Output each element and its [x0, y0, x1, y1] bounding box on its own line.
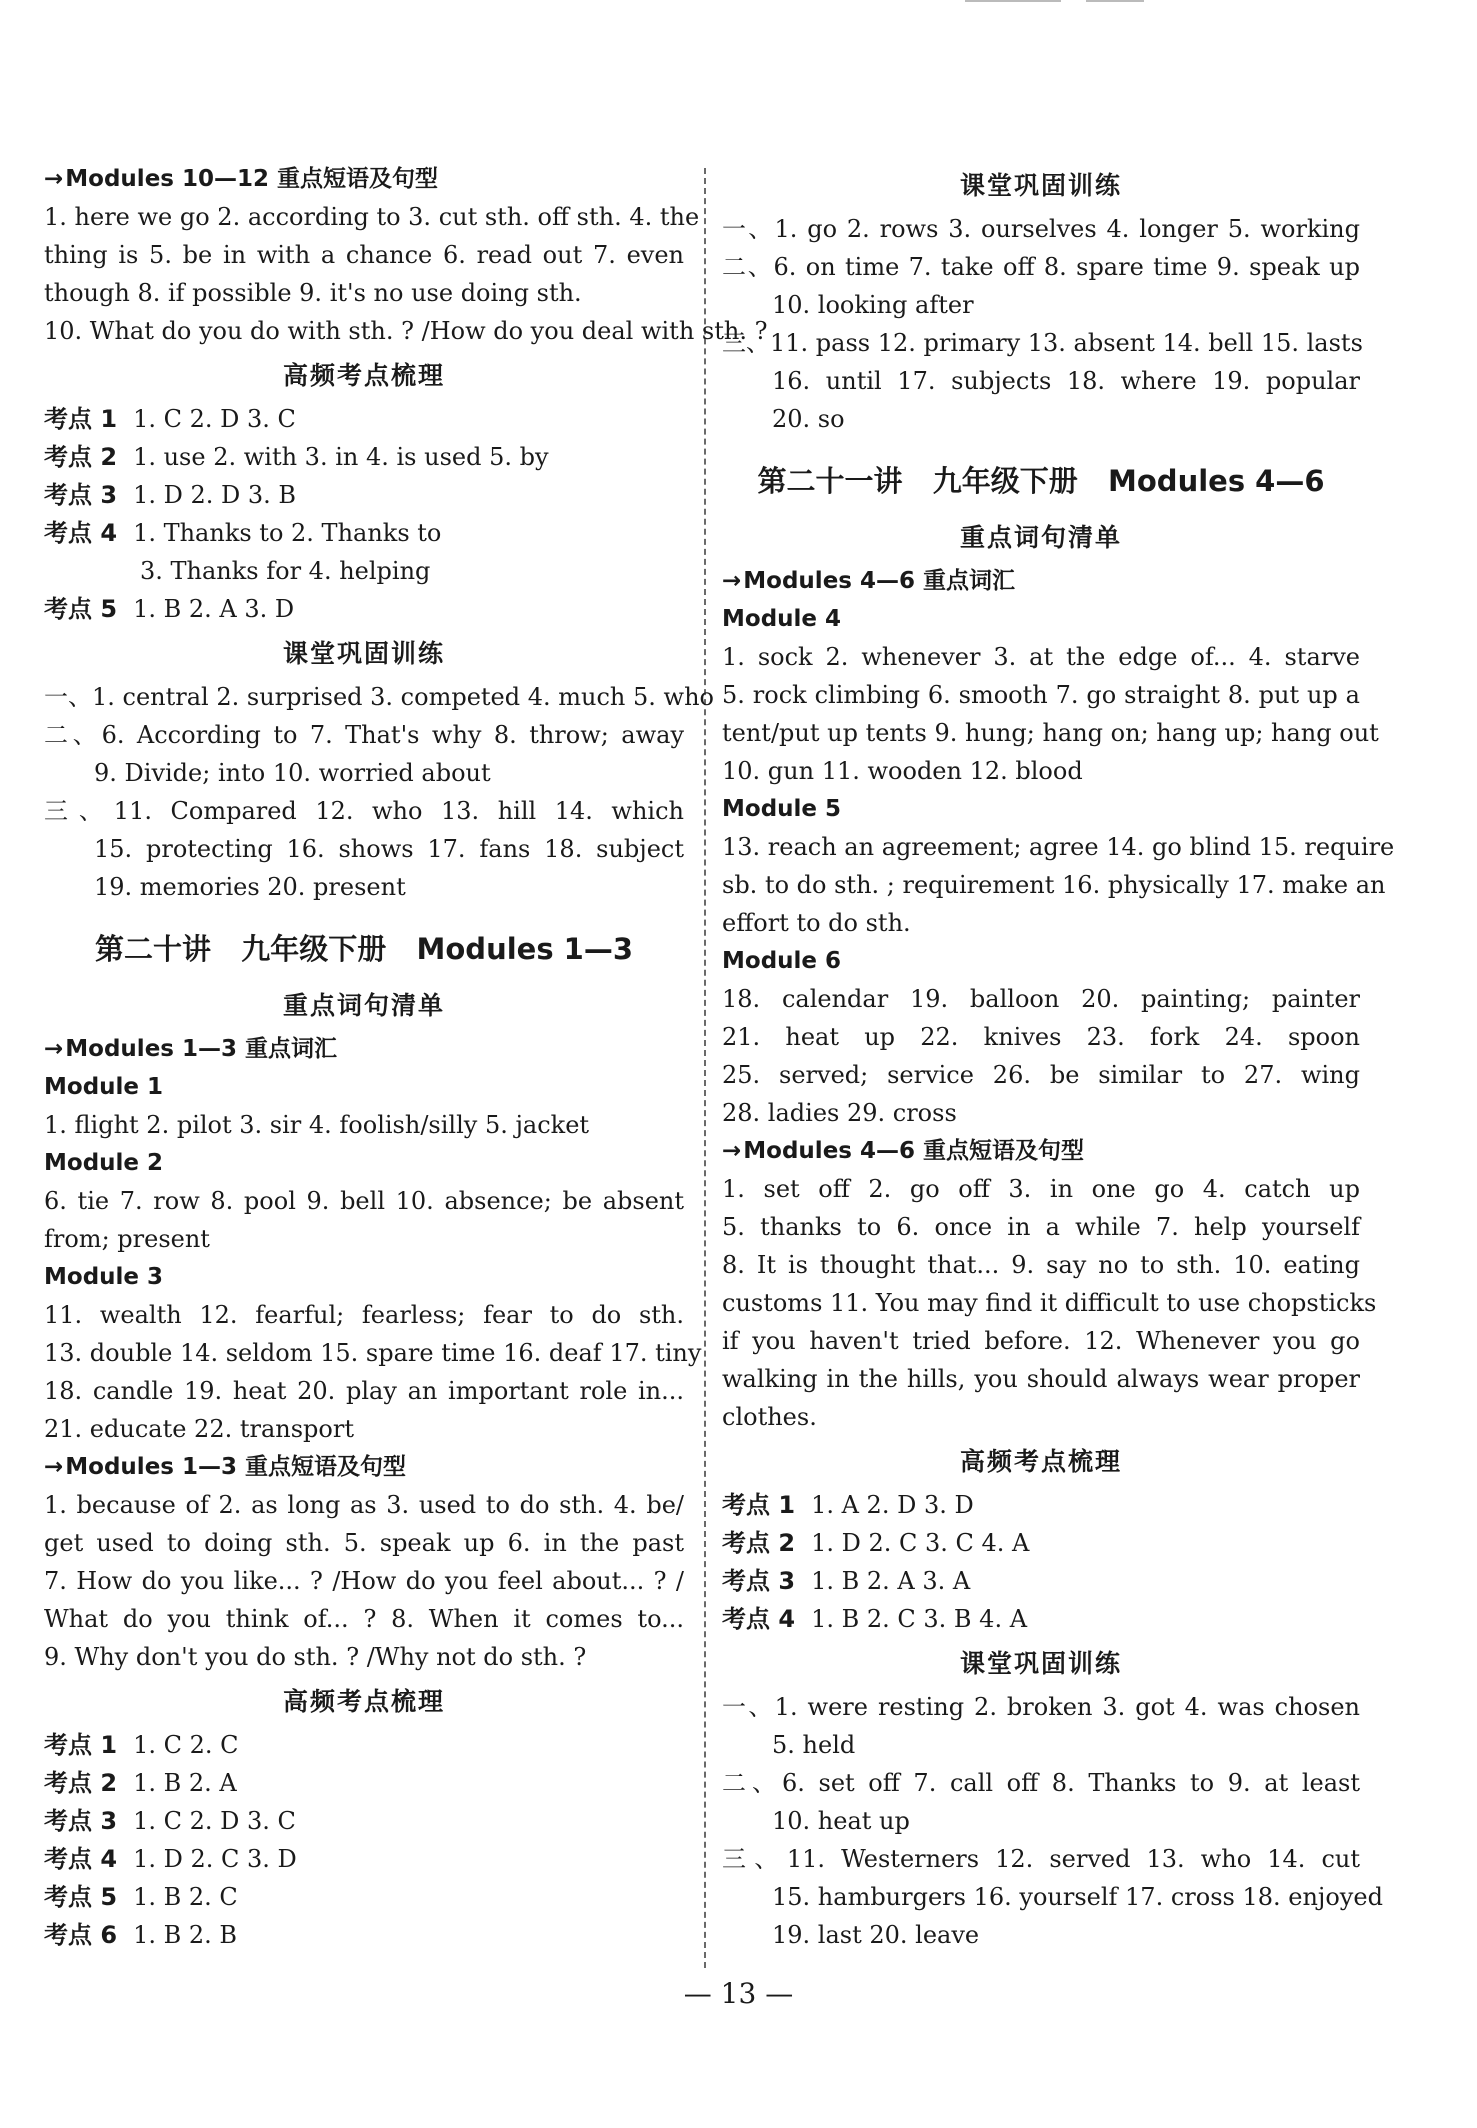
answer-line: 18. candle 19. heat 20. play an important role in...: [44, 1377, 684, 1405]
key-point-row: [44, 476, 684, 514]
answer-line: tent/put up tents 9. hung; hang on; hang up; hang out: [722, 719, 1379, 747]
section-heading: [722, 1132, 1360, 1170]
key-point-label: 考点 5: [44, 1883, 118, 1911]
key-point-row: [44, 1802, 684, 1840]
section-title: 课堂巩固训练: [959, 1649, 1122, 1678]
answer-line: 19. last 20. leave: [772, 1921, 980, 1949]
section-heading-text: Modules 4—6 重点词汇: [743, 568, 1016, 594]
arrow-icon: →: [722, 1138, 742, 1164]
answer-line: 25. served; service 26. be similar to 27. wing: [722, 1061, 1360, 1089]
key-point-row: [44, 1764, 684, 1802]
answer-line: 10. heat up: [772, 1807, 910, 1835]
key-point-label: 考点 2: [44, 1769, 118, 1797]
arrow-icon: →: [44, 1454, 64, 1480]
key-point-label: 考点 1: [44, 405, 118, 433]
key-point-label: 考点 1: [44, 1731, 118, 1759]
answer-line: 三、11. Westerners 12. served 13. who 14. cut: [722, 1845, 1360, 1873]
module-heading: Module 3: [44, 1264, 164, 1290]
answer-line: 二、6. on time 7. take off 8. spare time 9. speak up: [722, 253, 1360, 281]
answer-line: if you haven't tried before. 12. Whenever you go: [722, 1327, 1360, 1355]
answer-line: 1. sock 2. whenever 3. at the edge of... 4. starve: [722, 643, 1360, 671]
answer-line: 6. tie 7. row 8. pool 9. bell 10. absence; be absent: [44, 1187, 684, 1215]
section-title: 高频考点梳理: [282, 1687, 445, 1716]
answer-line: 二、6. set off 7. call off 8. Thanks to 9. at least: [722, 1769, 1360, 1797]
answer-line: 21. educate 22. transport: [44, 1415, 354, 1443]
key-point-row: [722, 1486, 1360, 1524]
section-title: 课堂巩固训练: [282, 639, 445, 668]
key-point-answers: 1. B 2. A 3. A: [811, 1567, 971, 1595]
answer-line: 21. heat up 22. knives 23. fork 24. spoon: [722, 1023, 1360, 1051]
lecture-title: 第二十一讲 九年级下册 Modules 4—6: [757, 464, 1325, 498]
key-point-row: [44, 552, 684, 590]
answer-line: 三、11. pass 12. primary 13. absent 14. bell 15. lasts: [722, 329, 1363, 357]
answer-line: thing is 5. be in with a chance 6. read out 7. even: [44, 241, 684, 269]
answer-line: 1. here we go 2. according to 3. cut sth. off sth. 4. the: [44, 203, 700, 231]
key-point-answers: 1. B 2. B: [133, 1921, 238, 1949]
answer-line: customs 11. You may find it difficult to use chopsticks: [722, 1289, 1377, 1317]
answer-line: 9. Divide; into 10. worried about: [94, 759, 491, 787]
answer-line: 28. ladies 29. cross: [722, 1099, 957, 1127]
answer-line: 13. double 14. seldom 15. spare time 16. deaf 17. tiny: [44, 1339, 702, 1367]
module-heading: Module 6: [722, 948, 842, 974]
section-heading: [44, 1448, 684, 1486]
key-point-answers: 1. B 2. A 3. D: [133, 595, 295, 623]
answer-line: walking in the hills, you should always wear proper: [722, 1365, 1360, 1393]
answer-line: 19. memories 20. present: [94, 873, 406, 901]
key-point-answers: 3. Thanks for 4. helping: [140, 557, 431, 585]
section-title: 高频考点梳理: [282, 361, 445, 390]
section-heading-text: Modules 10—12 重点短语及句型: [65, 166, 439, 192]
top-edge-mark: [965, 0, 1061, 2]
arrow-icon: →: [722, 568, 742, 594]
answer-line: 8. It is thought that... 9. say no to sth. 10. eating: [722, 1251, 1360, 1279]
arrow-icon: →: [44, 166, 64, 192]
answer-line: 11. wealth 12. fearful; fearless; fear to do sth.: [44, 1301, 684, 1329]
key-point-answers: 1. D 2. D 3. B: [133, 481, 297, 509]
section-heading: [44, 1030, 684, 1068]
answer-line: though 8. if possible 9. it's no use doing sth.: [44, 279, 582, 307]
answer-line: 一、1. go 2. rows 3. ourselves 4. longer 5. working: [722, 215, 1360, 243]
section-title: 重点词句清单: [959, 523, 1122, 552]
module-heading: Module 1: [44, 1074, 164, 1100]
answer-line: 9. Why don't you do sth. ? /Why not do sth. ?: [44, 1643, 587, 1671]
answer-line: 10. looking after: [772, 291, 974, 319]
answer-line: effort to do sth.: [722, 909, 911, 937]
key-point-label: 考点 4: [722, 1605, 796, 1633]
page-number: — 13 —: [683, 1977, 794, 2010]
key-point-row: [44, 1916, 684, 1954]
key-point-row: [44, 590, 684, 628]
answer-line: 16. until 17. subjects 18. where 19. popular: [772, 367, 1360, 395]
answer-line: 7. How do you like... ? /How do you feel about... ? /: [44, 1567, 684, 1595]
answer-line: 5. thanks to 6. once in a while 7. help yourself: [722, 1213, 1360, 1241]
key-point-label: 考点 3: [44, 481, 118, 509]
key-point-answers: 1. A 2. D 3. D: [811, 1491, 974, 1519]
answer-line: 15. hamburgers 16. yourself 17. cross 18. enjoyed: [772, 1883, 1383, 1911]
module-heading: Module 2: [44, 1150, 164, 1176]
left-column: [44, 160, 768, 1954]
key-point-row: [722, 1524, 1360, 1562]
arrow-icon: →: [44, 1036, 64, 1062]
answer-line: What do you think of... ? 8. When it comes to...: [44, 1605, 684, 1633]
answer-line: 18. calendar 19. balloon 20. painting; painter: [722, 985, 1360, 1013]
key-point-answers: 1. C 2. D 3. C: [133, 1807, 296, 1835]
section-title: 课堂巩固训练: [959, 171, 1122, 200]
key-point-answers: 1. C 2. D 3. C: [133, 405, 296, 433]
section-title: 重点词句清单: [282, 991, 445, 1020]
section-heading-text: Modules 1—3 重点词汇: [65, 1036, 338, 1062]
answer-line: 10. gun 11. wooden 12. blood: [722, 757, 1083, 785]
top-edge-mark: [1086, 0, 1144, 2]
key-point-label: 考点 3: [44, 1807, 118, 1835]
section-heading: [722, 562, 1360, 600]
answer-line: get used to doing sth. 5. speak up 6. in the past: [44, 1529, 684, 1557]
answer-line: 二、6. According to 7. That's why 8. throw; away: [44, 721, 684, 749]
lecture-title: 第二十讲 九年级下册 Modules 1—3: [94, 932, 634, 966]
key-point-label: 考点 6: [44, 1921, 118, 1949]
key-point-answers: 1. C 2. C: [133, 1731, 239, 1759]
key-point-row: [44, 1726, 684, 1764]
key-point-answers: 1. Thanks to 2. Thanks to: [133, 519, 442, 547]
answer-line: 13. reach an agreement; agree 14. go blind 15. require: [722, 833, 1395, 861]
key-point-row: [44, 1840, 684, 1878]
column-divider: [704, 168, 706, 1968]
answer-line: 一、1. were resting 2. broken 3. got 4. was chosen: [722, 1693, 1360, 1721]
answer-line: 1. flight 2. pilot 3. sir 4. foolish/silly 5. jacket: [44, 1111, 590, 1139]
answer-line: 三、11. Compared 12. who 13. hill 14. which: [44, 797, 684, 825]
section-heading-text: Modules 4—6 重点短语及句型: [743, 1138, 1085, 1164]
key-point-label: 考点 2: [722, 1529, 796, 1557]
key-point-row: [44, 438, 684, 476]
key-point-label: 考点 1: [722, 1491, 796, 1519]
key-point-answers: 1. use 2. with 3. in 4. is used 5. by: [133, 443, 549, 471]
key-point-row: [722, 1600, 1360, 1638]
key-point-answers: 1. B 2. C 3. B 4. A: [811, 1605, 1028, 1633]
section-heading: [44, 160, 684, 198]
key-point-label: 考点 2: [44, 443, 118, 471]
right-column: [722, 166, 1395, 1954]
module-heading: Module 4: [722, 606, 842, 632]
key-point-row: [44, 514, 684, 552]
key-point-answers: 1. B 2. A: [133, 1769, 237, 1797]
answer-line: 1. because of 2. as long as 3. used to do sth. 4. be/: [44, 1491, 684, 1519]
answer-line: 1. set off 2. go off 3. in one go 4. catch up: [722, 1175, 1360, 1203]
section-title: 高频考点梳理: [959, 1447, 1122, 1476]
key-point-row: [44, 400, 684, 438]
answer-line: 20. so: [772, 405, 845, 433]
answer-line: clothes.: [722, 1403, 817, 1431]
key-point-answers: 1. D 2. C 3. D: [133, 1845, 297, 1873]
answer-line: 15. protecting 16. shows 17. fans 18. subject: [94, 835, 684, 863]
key-point-answers: 1. D 2. C 3. C 4. A: [811, 1529, 1030, 1557]
key-point-label: 考点 4: [44, 1845, 118, 1873]
section-heading-text: Modules 1—3 重点短语及句型: [65, 1454, 407, 1480]
key-point-row: [44, 1878, 684, 1916]
key-point-row: [722, 1562, 1360, 1600]
answer-line: 5. rock climbing 6. smooth 7. go straight 8. put up a: [722, 681, 1360, 709]
key-point-label: 考点 4: [44, 519, 118, 547]
answer-line: from; present: [44, 1225, 210, 1253]
key-point-label: 考点 3: [722, 1567, 796, 1595]
module-heading: Module 5: [722, 796, 842, 822]
key-point-answers: 1. B 2. C: [133, 1883, 238, 1911]
key-point-label: 考点 5: [44, 595, 118, 623]
answer-line: 10. What do you do with sth. ? /How do you deal with sth. ?: [44, 317, 768, 345]
answer-line: 5. held: [772, 1731, 856, 1759]
answer-line: 一、1. central 2. surprised 3. competed 4. much 5. who: [44, 683, 714, 711]
answer-line: sb. to do sth. ; requirement 16. physically 17. make an: [722, 871, 1386, 899]
